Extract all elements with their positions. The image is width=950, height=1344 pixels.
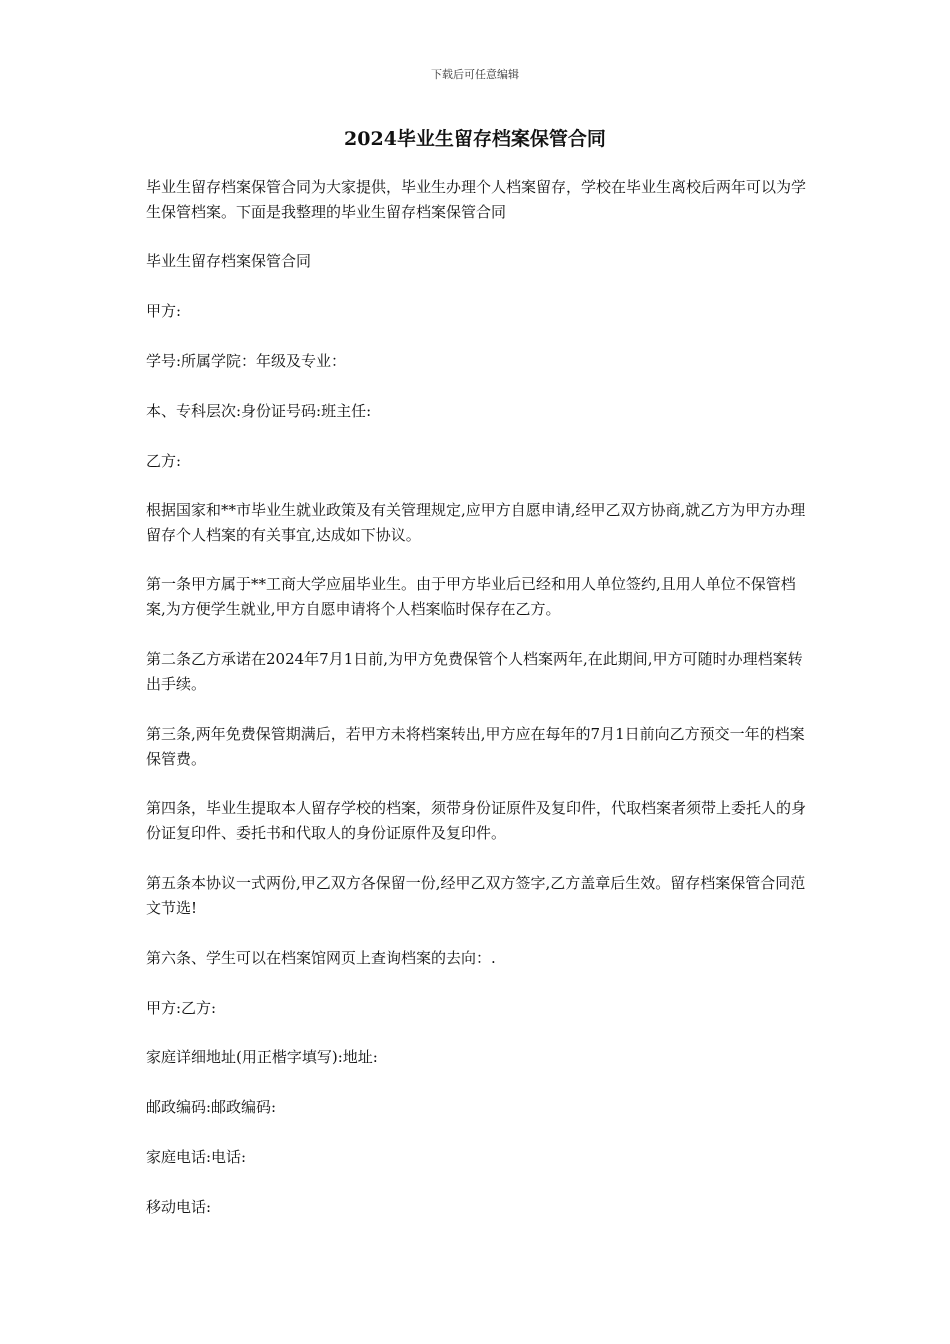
student-info-line: 学号:所属学院：年级及专业： — [146, 352, 347, 370]
intro-paragraph: 毕业生留存档案保管合同为大家提供，毕业生办理个人档案留存，学校在毕业生离校后两年可以为学生保管档案。下面是我整理的毕业生留存档案保管合同 — [146, 178, 807, 221]
party-a-line: 甲方: — [146, 302, 182, 320]
article-3: 第三条,两年免费保管期满后，若甲方未将档案转出,甲方应在每年的7月1日前向乙方预交一年的档案保管费。 — [146, 725, 805, 768]
home-phone-line: 家庭电话:电话: — [146, 1148, 247, 1166]
address-line: 家庭详细地址(用正楷字填写):地址: — [146, 1048, 378, 1066]
signature-parties-line: 甲方:乙方: — [146, 999, 217, 1017]
article-1: 第一条甲方属于**工商大学应届毕业生。由于甲方毕业后已经和用人单位签约,且用人单位不保管档案,为方便学生就业,甲方自愿申请将个人档案临时保存在乙方。 — [146, 575, 796, 618]
document-title: 2024毕业生留存档案保管合同 — [344, 128, 606, 150]
download-note: 下载后可任意编辑 — [431, 68, 519, 81]
postal-code-line: 邮政编码:邮政编码: — [146, 1098, 277, 1116]
article-6: 第六条、学生可以在档案馆网页上查询档案的去向：. — [146, 949, 496, 967]
mobile-phone-line: 移动电话: — [146, 1198, 212, 1216]
degree-id-line: 本、专科层次:身份证号码:班主任: — [146, 402, 372, 420]
party-b-line: 乙方: — [146, 452, 182, 470]
preamble-paragraph: 根据国家和**市毕业生就业政策及有关管理规定,应甲方自愿申请,经甲乙双方协商,就乙方为甲方办理留存个人档案的有关事宜,达成如下协议。 — [146, 501, 806, 544]
article-2: 第二条乙方承诺在2024年7月1日前,为甲方免费保管个人档案两年,在此期间,甲方可随时办理档案转出手续。 — [146, 650, 803, 693]
contract-heading: 毕业生留存档案保管合同 — [146, 252, 312, 270]
article-5: 第五条本协议一式两份,甲乙双方各保留一份,经甲乙双方签字,乙方盖章后生效。留存档案保管合同范文节选! — [146, 874, 806, 917]
article-4: 第四条，毕业生提取本人留存学校的档案，须带身份证原件及复印件，代取档案者须带上委托人的身份证复印件、委托书和代取人的身份证原件及复印件。 — [146, 799, 807, 842]
